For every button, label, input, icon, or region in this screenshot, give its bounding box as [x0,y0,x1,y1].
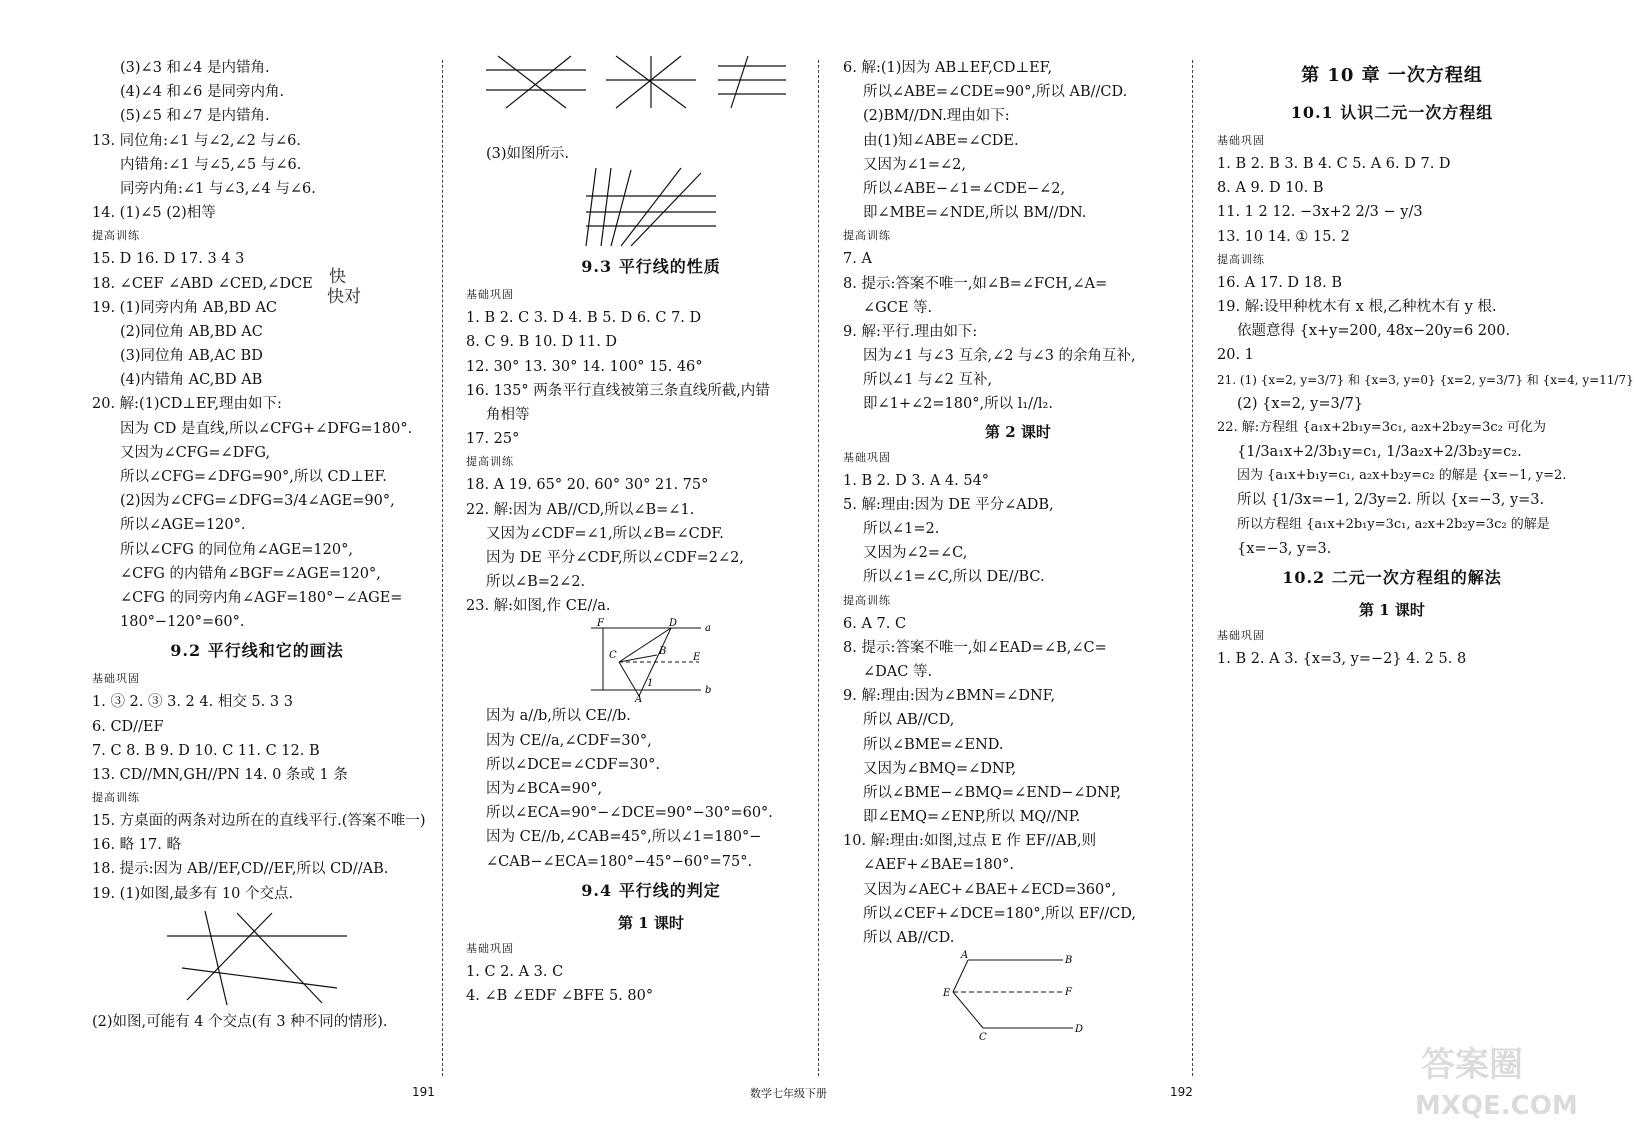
answer-line: 因为 DE 平分∠CDF,所以∠CDF=2∠2, [486,549,744,566]
answer-line: 21. (1) {x=2, y=3/7} 和 {x=3, y=0} {x=2, y=3/7} 和 {x=4, y=11/7} [1217,372,1634,387]
answer-line: (4)∠4 和∠6 是同旁内角. [120,84,285,101]
answer-line: 9. 解:理由:因为∠BMN=∠DNF, [843,688,1056,705]
answer-line: ∠CAB−∠ECA=180°−45°−60°=75°. [486,853,753,870]
answer-line: 9. 解:平行.理由如下: [843,323,978,340]
fig-label-b: b [705,685,712,697]
fig-label-D: D [669,618,678,630]
answer-line: 6. 解:(1)因为 AB⊥EF,CD⊥EF, [843,60,1053,76]
answer-line: 内错角:∠1 与∠5,∠5 与∠6. [120,156,302,173]
watermark-bottom-text: MXQE.COM [1415,1091,1578,1121]
label-tigao: 提高训练 [92,229,140,243]
fig-label-1: 1 [647,678,654,690]
answer-line: 7. A [843,251,872,268]
answer-line: ∠GCE 等. [863,299,933,316]
section-title-9-2: 9.2 平行线和它的画法 [170,641,344,661]
label-jichu: 基础巩固 [92,672,140,686]
answer-line: 16. 略 17. 略 [92,837,181,854]
figure-caption: (3)如图所示. [486,146,570,162]
answers-lesson2-advanced [843,612,1193,951]
answer-line: (2) {x=2, y=3/7} [1237,395,1364,412]
answers-10-1-advanced [1217,271,1634,561]
answers-9-3-basic [466,306,836,451]
fig-label-C: C [979,1032,987,1044]
answer-line: 依题意得 {x+y=200, 48x−20y=6 200. [1237,323,1511,340]
label-jichu: 基础巩固 [1217,629,1265,642]
answer-line: 22. 解:方程组 {a₁x+2b₁y=3c₁, a₂x+2b₂y=3c₂ 可化为 [1217,419,1546,435]
answer-line: 所以∠CFG=∠DFG=90°,所以 CD⊥EF. [120,469,387,485]
answer-line: 11. 1 2 12. −3x+2 2/3 − y/3 [1217,204,1423,221]
label-tigao: 提高训练 [466,455,514,469]
answer-line: ∠CFG 的内错角∠BGF=∠AGE=120°, [120,565,381,582]
answer-line: 4. ∠B ∠EDF ∠BFE 5. 80° [466,987,654,1004]
fig-label-F: F [597,618,604,630]
answer-line: 同旁内角:∠1 与∠3,∠4 与∠6. [120,180,316,197]
answer-line: 13. 10 14. ① 15. 2 [1217,228,1350,245]
fig-label-A: A [961,950,969,962]
answer-line: 因为 CD 是直线,所以∠CFG+∠DFG=180°. [120,420,413,437]
answer-line: 所以∠BME−∠BMQ=∠END−∠DNP, [863,784,1122,801]
answers-10-1-basic [1217,152,1567,249]
chapter-title: 第 10 章 一次方程组 [1301,65,1483,86]
fig-label-C: C [609,650,617,662]
answer-line: 22. 解:因为 AB//CD,所以∠B=∠1. [466,501,695,518]
label-jichu: 基础巩固 [466,288,514,302]
answer-line: (3)同位角 AB,AC BD [120,348,263,365]
answer-line: (2)BM//DN.理由如下: [863,108,1010,125]
watermark-logo [1403,1032,1578,1122]
answer-line: 所以 AB//CD. [863,930,955,946]
label-tigao: 提高训练 [843,229,891,243]
answer-line: 所以 {1/3x=−1, 2/3y=2. 所以 {x=−3, y=3. [1237,492,1545,509]
answer-line: 12. 30° 13. 30° 14. 100° 15. 46° [466,358,703,375]
answer-line: 即∠EMQ=∠ENP,所以 MQ//NP. [863,809,1081,826]
label-tigao: 提高训练 [843,593,891,607]
answer-line: 1. B 2. B 3. B 4. C 5. A 6. D 7. D [1217,156,1451,172]
answer-line: 19. (1)如图,最多有 10 个交点. [92,885,294,902]
column-4 [1217,56,1634,671]
answers-9-2-basic [92,690,422,787]
page-number-left: 191 [412,1085,435,1099]
fig-label-A: A [635,694,643,706]
kuaidui-stamp [325,262,373,308]
answer-line: (2)因为∠CFG=∠DFG=3/4∠AGE=90°, [120,493,395,510]
answer-line: {x=−3, y=3. [1237,540,1332,557]
fig-label-B: B [1065,955,1073,967]
answer-line: 由(1)知∠ABE=∠CDE. [863,132,1019,149]
answer-line: 7. C 8. B 9. D 10. C 11. C 12. B [92,742,320,759]
column-1 [92,56,426,1034]
answer-line: 所以∠1=∠C,所以 DE//BC. [863,569,1045,586]
answer-line: 13. 同位角:∠1 与∠2,∠2 与∠6. [92,132,301,149]
answer-line: 因为 CE//a,∠CDF=30°, [486,732,652,749]
answer-line: 又因为∠2=∠C, [863,545,968,562]
answer-line: 即∠MBE=∠NDE,所以 BM//DN. [863,205,1087,222]
answer-line: 1. ③ 2. ③ 3. 2 4. 相交 5. 3 3 [92,694,293,711]
answer-line: 所以∠CFG 的同位角∠AGE=120°, [120,541,353,558]
answer-line: (3)∠3 和∠4 是内错角. [120,60,270,76]
svg-text:快对: 快对 [327,287,361,307]
answer-line: (4)内错角 AC,BD AB [120,372,263,389]
lesson-title: 第 1 课时 [1359,601,1425,619]
answers-23-cont [466,704,836,873]
answers-9-3-advanced [466,473,836,618]
answer-line: 14. (1)∠5 (2)相等 [92,205,216,222]
label-jichu: 基础巩固 [466,941,514,955]
answer-line: 因为 CE//b,∠CAB=45°,所以∠1=180°− [486,829,762,846]
geometry-figure-23 [581,618,721,706]
line-figures-top [486,56,786,108]
answer-line: 10. 解:理由:如图,过点 E 作 EF//AB,则 [843,833,1097,850]
answer-line: ∠AEF+∠BAE=180°. [863,857,1014,874]
answer-line: 1. B 2. C 3. D 4. B 5. D 6. C 7. D [466,310,702,327]
answer-line: 又因为∠1=∠2, [863,156,967,173]
answer-line: 20. 解:(1)CD⊥EF,理由如下: [92,396,282,413]
lesson-title: 第 2 课时 [985,422,1051,441]
answer-line: 所以∠1 与∠2 互补, [863,372,993,389]
answer-line: 又因为∠AEC+∠BAE+∠ECD=360°, [863,881,1117,898]
column-3 [843,56,1193,1044]
answers-13-14 [92,56,422,225]
column-divider [818,60,819,1076]
parallel-lines-figure [581,168,721,248]
lesson-title: 第 1 课时 [618,913,684,932]
label-jichu: 基础巩固 [1217,134,1265,147]
answer-line: 因为∠1 与∠3 互余,∠2 与∠3 的余角互补, [863,348,1136,365]
answer-line: 所以∠CEF+∠DCE=180°,所以 EF//CD, [863,905,1137,922]
answer-line: 所以 AB//CD, [863,712,955,729]
answers-6 [843,56,1193,225]
answer-line: 8. 提示:答案不唯一,如∠B=∠FCH,∠A= [843,275,1108,292]
answer-line: ∠DAC 等. [863,663,933,680]
answer-line: 所以∠DCE=∠CDF=30°. [486,756,660,773]
answer-line: 1. B 2. A 3. {x=3, y=−2} 4. 2 5. 8 [1217,651,1467,667]
answer-line: 所以∠BME=∠END. [863,736,1004,753]
answer-line: ∠CFG 的同旁内角∠AGF=180°−∠AGE= [120,589,403,606]
answer-line: 所以∠ABE−∠1=∠CDE−∠2, [863,180,1066,197]
answer-line: 即∠1+∠2=180°,所以 l₁//l₂. [863,396,1053,413]
page-number-right: 192 [1170,1085,1193,1099]
answer-line: (2)如图,可能有 4 个交点(有 3 种不同的情形). [92,1013,388,1030]
answer-line: 所以∠B=2∠2. [486,574,586,591]
fig-label-F: F [1065,987,1072,999]
fig-label-E: E [943,988,951,1000]
label-tigao: 提高训练 [1217,252,1265,266]
answers-lesson2-basic [843,469,1193,590]
answers-7-9 [843,247,1193,416]
answer-line: 所以∠AGE=120°. [120,517,246,534]
star-lines-figure [157,908,357,1008]
answer-line: (2)同位角 AB,BD AC [120,323,263,340]
answer-line: 15. D 16. D 17. 3 4 3 [92,251,245,268]
fig-label-D: D [1075,1024,1084,1036]
answer-line: 又因为∠CDF=∠1,所以∠B=∠CDF. [486,525,724,542]
answer-line: 8. A 9. D 10. B [1217,180,1324,197]
fig-label-B: B [659,646,667,658]
answer-line: 所以∠1=2. [863,521,940,537]
answer-line: 所以∠ABE=∠CDE=90°,所以 AB//CD. [863,84,1128,101]
answer-line: {1/3a₁x+2/3b₁y=c₁, 1/3a₂x+2/3b₂y=c₂. [1237,444,1522,461]
answer-line: 因为∠BCA=90°, [486,781,603,797]
svg-text:快: 快 [329,267,346,287]
answer-line: 18. A 19. 65° 20. 60° 30° 21. 75° [466,477,709,494]
fig-label-E: E [693,652,701,664]
answer-line: 又因为∠CFG=∠DFG, [120,444,271,461]
answers-9-2-advanced [92,809,426,906]
answer-line: 1. B 2. D 3. A 4. 54° [843,472,990,489]
section-title-10-2: 10.2 二元一次方程组的解法 [1282,568,1502,587]
answer-line: 18. 提示:因为 AB//EF,CD//EF,所以 CD//AB. [92,861,389,878]
answer-line: 1. C 2. A 3. C [466,963,564,980]
answer-line: 180°−120°=60°. [120,614,245,631]
section-title-9-3: 9.3 平行线的性质 [581,257,721,277]
label-tigao: 提高训练 [92,791,140,805]
answer-line: 因为 {a₁x+b₁y=c₁, a₂x+b₂y=c₂ 的解是 {x=−1, y=2. [1237,468,1567,484]
answer-line: 角相等 [486,406,530,423]
answer-line: 19. (1)同旁内角 AB,BD AC [92,299,278,316]
answer-line: 8. C 9. B 10. D 11. D [466,334,618,351]
label-jichu: 基础巩固 [843,450,891,464]
answer-line: 所以方程组 {a₁x+2b₁y=3c₁, a₂x+2b₂y=3c₂ 的解是 [1237,516,1550,532]
section-title-9-4: 9.4 平行线的判定 [581,880,721,900]
geometry-figure-10 [943,952,1093,1042]
answer-line: 20. 1 [1217,347,1254,364]
answer-line: 6. CD//EF [92,718,164,735]
answer-line: 16. 135° 两条平行直线被第三条直线所截,内错 [466,382,770,399]
answer-line: 又因为∠BMQ=∠DNP, [863,760,1017,777]
section-title-10-1: 10.1 认识二元一次方程组 [1290,103,1494,122]
answer-line: 13. CD//MN,GH//PN 14. 0 条或 1 条 [92,766,348,783]
answer-line: 16. A 17. D 18. B [1217,274,1342,291]
answer-line: 6. A 7. C [843,615,907,632]
watermark-top-text: 答案圈 [1421,1045,1523,1085]
answer-line: 17. 25° [466,431,520,448]
answer-line: (5)∠5 和∠7 是内错角. [120,108,270,125]
book-title: 数学七年级下册 [750,1087,827,1100]
fig-label-a: a [705,623,711,635]
answer-line: 19. 解:设甲种枕木有 x 根,乙种枕木有 y 根. [1217,298,1497,315]
column-divider [1192,60,1193,1076]
answer-line: 5. 解:理由:因为 DE 平分∠ADB, [843,496,1054,513]
column-divider [442,60,443,1076]
answer-line: 8. 提示:答案不唯一,如∠EAD=∠B,∠C= [843,639,1107,656]
answer-line: 23. 解:如图,作 CE//a. [466,598,611,615]
answer-line: 因为 a//b,所以 CE//b. [486,708,631,725]
column-2 [466,56,836,1008]
answer-line: 15. 方桌面的两条对边所在的直线平行.(答案不唯一) [92,813,426,830]
answer-line: 18. ∠CEF ∠ABD ∠CED,∠DCE [92,275,313,292]
answer-line: 所以∠ECA=90°−∠DCE=90°−30°=60°. [486,805,773,822]
